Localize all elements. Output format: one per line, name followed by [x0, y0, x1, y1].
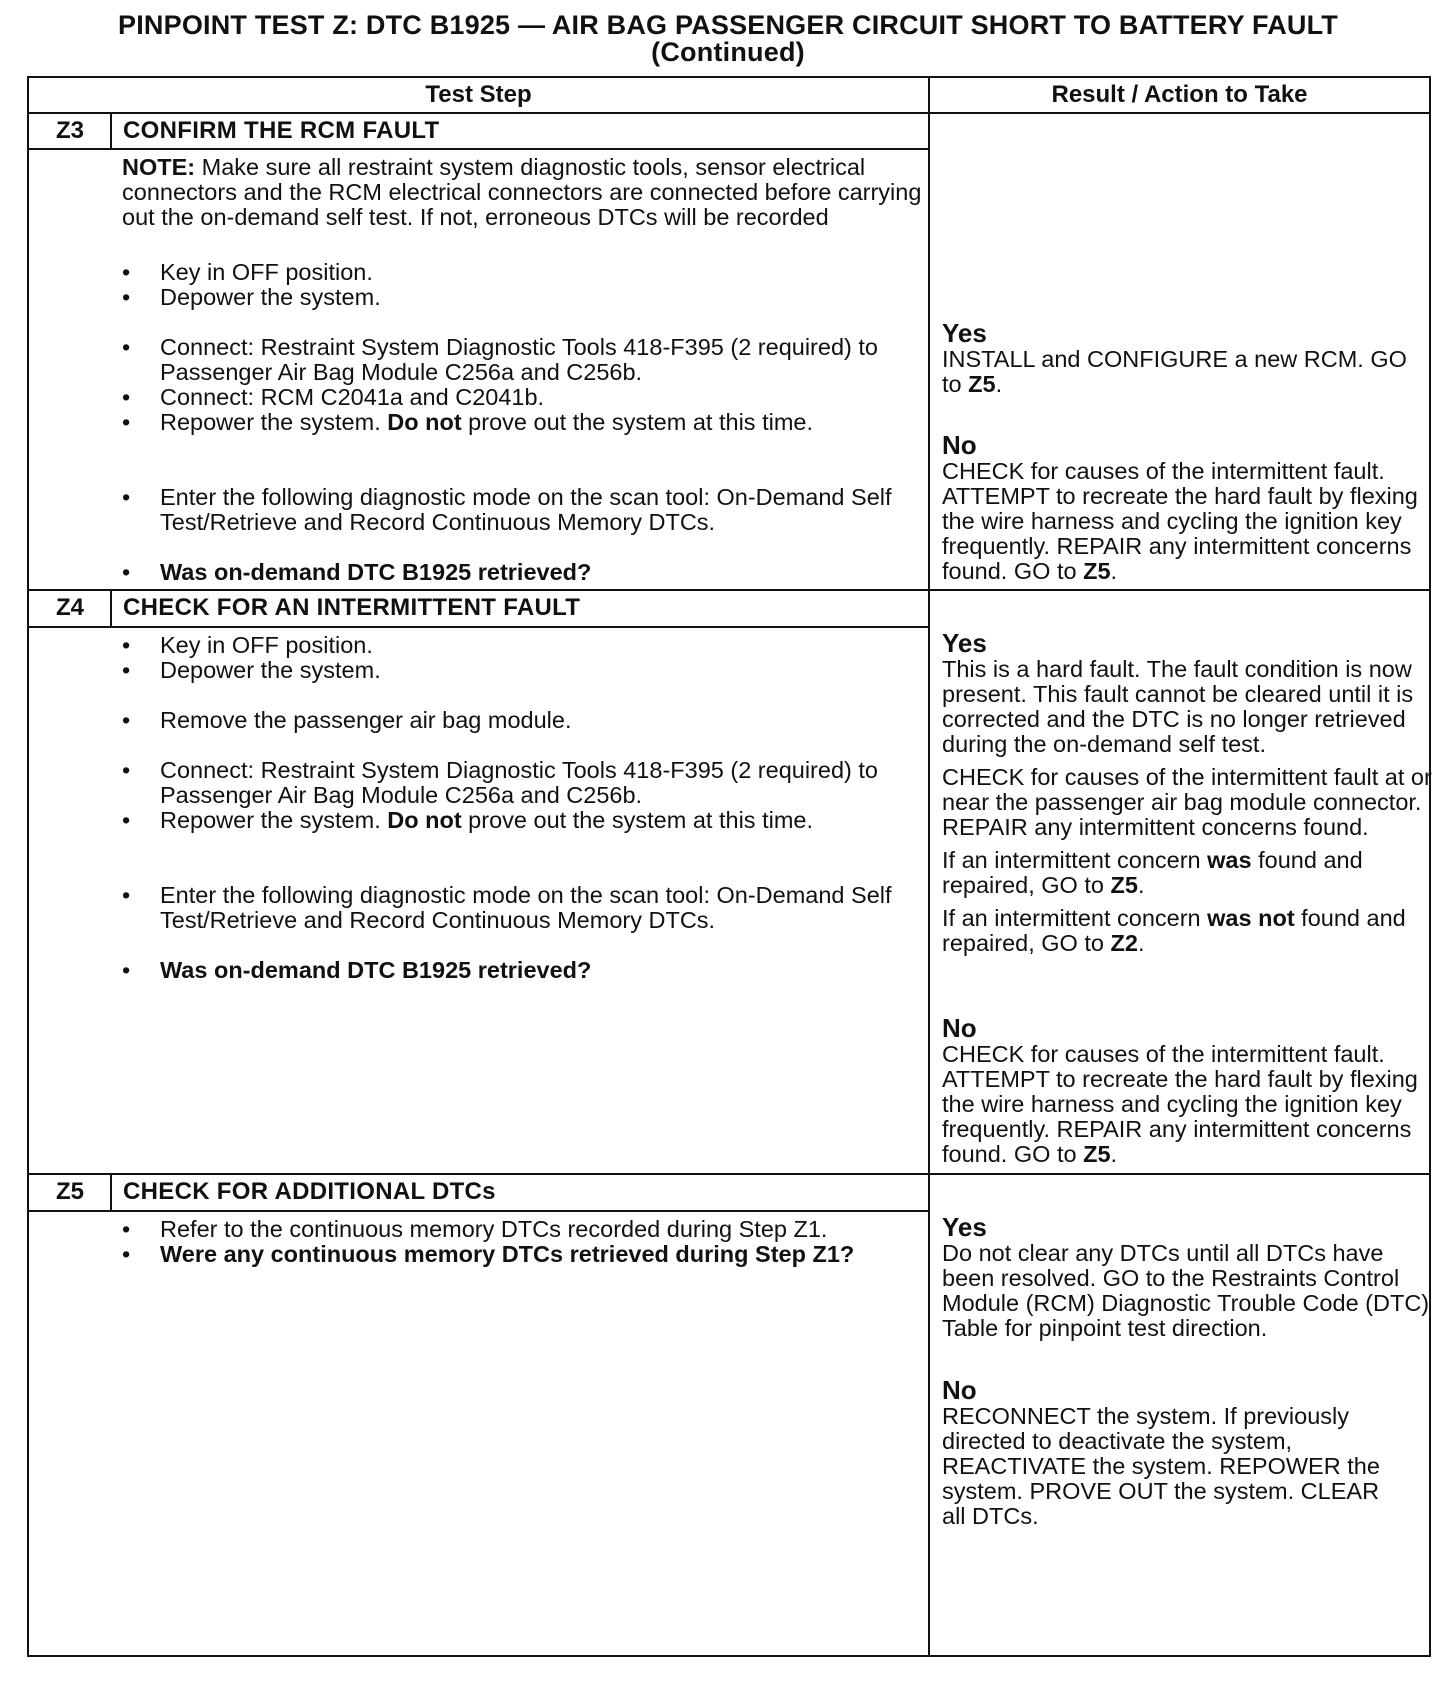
z5-title-rule	[27, 1210, 930, 1212]
z5-result-yes: Yes Do not clear any DTCs until all DTCs have been resolved. GO to the Restraints Control Module (RCM) Diagnostic Trouble Code (DTC) Table for pinpoint test direction.	[942, 1214, 1432, 1341]
z5-no-label: No	[942, 1375, 977, 1405]
z5-yes-label: Yes	[942, 1212, 987, 1242]
z3-result-yes: Yes INSTALL and CONFIGURE a new RCM. GO to Z5.	[942, 320, 1432, 397]
step-id-z3: Z3	[55, 117, 84, 144]
z3-note	[122, 155, 922, 230]
z3-bullet-3: • Connect: Restraint System Diagnostic Tools 418-F395 (2 required) to Passenger Air Bag Module C256a and C256b.	[122, 334, 878, 385]
z4-bullet-1: • Key in OFF position.	[122, 632, 373, 658]
title-line-2: (Continued)	[651, 37, 805, 67]
z4-title-rule	[27, 626, 930, 628]
z4-bullet-4: • Connect: Restraint System Diagnostic Tools 418-F395 (2 required) to Passenger Air Bag Module C256a and C256b.	[122, 757, 878, 808]
z3-bullet-5: • Repower the system. Do not prove out the system at this time.	[122, 409, 813, 435]
z5-result-no: No RECONNECT the system. If previously directed to deactivate the system, REACTIVATE the system. REPOWER the system. PROVE OUT the system. CLEAR all DTCs.	[942, 1377, 1402, 1529]
step-id-z5: Z5	[55, 1178, 84, 1205]
z3-bullet-6: • Enter the following diagnostic mode on the scan tool: On-Demand Self Test/Retrieve and Record Continuous Memory DTCs.	[122, 484, 892, 535]
z4-bullet-3: • Remove the passenger air bag module.	[122, 707, 572, 733]
title-line-1: PINPOINT TEST Z: DTC B1925 — AIR BAG PASSENGER CIRCUIT SHORT TO BATTERY FAULT	[118, 10, 1338, 40]
z4-bullet-2: • Depower the system.	[122, 657, 381, 683]
page-title	[0, 12, 1456, 66]
z5-bullet-1: • Refer to the continuous memory DTCs recorded during Step Z1.	[122, 1216, 828, 1242]
z3-bullet-2: • Depower the system.	[122, 284, 381, 310]
z3-bullet-4: • Connect: RCM C2041a and C2041b.	[122, 384, 545, 410]
header-result: Result / Action to Take	[1051, 81, 1308, 108]
step-title-z3: CONFIRM THE RCM FAULT	[123, 117, 440, 144]
column-divider	[928, 76, 930, 1657]
z4-no-label: No	[942, 1013, 977, 1043]
step-title-z5: CHECK FOR ADDITIONAL DTCs	[123, 1178, 496, 1205]
z3-bullet-7: • Was on-demand DTC B1925 retrieved?	[122, 559, 592, 585]
z4-yes-p4: If an intermittent concern was not found and repaired, GO to Z2.	[942, 905, 1406, 956]
step-id-z4: Z4	[55, 594, 84, 621]
step-title-z4: CHECK FOR AN INTERMITTENT FAULT	[123, 594, 581, 621]
z4-bullet-5: • Repower the system. Do not prove out the system at this time.	[122, 807, 813, 833]
z3-note-label: NOTE:	[122, 154, 196, 180]
z5-bullet-2: • Were any continuous memory DTCs retrieved during Step Z1?	[122, 1241, 855, 1267]
z4-yes-p3: If an intermittent concern was found and repaired, GO to Z5.	[942, 847, 1363, 898]
z3-yes-label: Yes	[942, 318, 987, 348]
z3-result-no: No CHECK for causes of the intermittent fault. ATTEMPT to recreate the hard fault by flexing the wire harness and cycling the ignition key frequently. REPAIR any intermittent concerns found. GO to Z5.	[942, 432, 1432, 584]
z4-yes-p1: This is a hard fault. The fault condition is now present. This fault cannot be cleared until it is corrected and the DTC is no longer retrieved during the on-demand self test.	[942, 656, 1414, 757]
header-test-step: Test Step	[425, 81, 532, 108]
z4-yes-label: Yes	[942, 628, 987, 658]
z3-bullet-1: • Key in OFF position.	[122, 259, 373, 285]
z4-yes-p2: CHECK for causes of the intermittent fault at or near the passenger air bag module connector. REPAIR any intermittent concerns found.	[942, 764, 1432, 840]
z3-note-text: Make sure all restraint system diagnostic tools, sensor electrical connectors and the RCM electrical connectors are connected before carrying out the on-demand self test. If not, erroneous DTCs will be recorded	[122, 154, 922, 230]
z3-no-label: No	[942, 430, 977, 460]
z4-result-no: No CHECK for causes of the intermittent fault. ATTEMPT to recreate the hard fault by flexing the wire harness and cycling the ignition key frequently. REPAIR any intermittent concerns found. GO to Z5.	[942, 1015, 1432, 1167]
z4-bullet-7: • Was on-demand DTC B1925 retrieved?	[122, 957, 592, 983]
z4-result-yes	[942, 630, 1432, 956]
z4-bullet-6: • Enter the following diagnostic mode on the scan tool: On-Demand Self Test/Retrieve and Record Continuous Memory DTCs.	[122, 882, 892, 933]
